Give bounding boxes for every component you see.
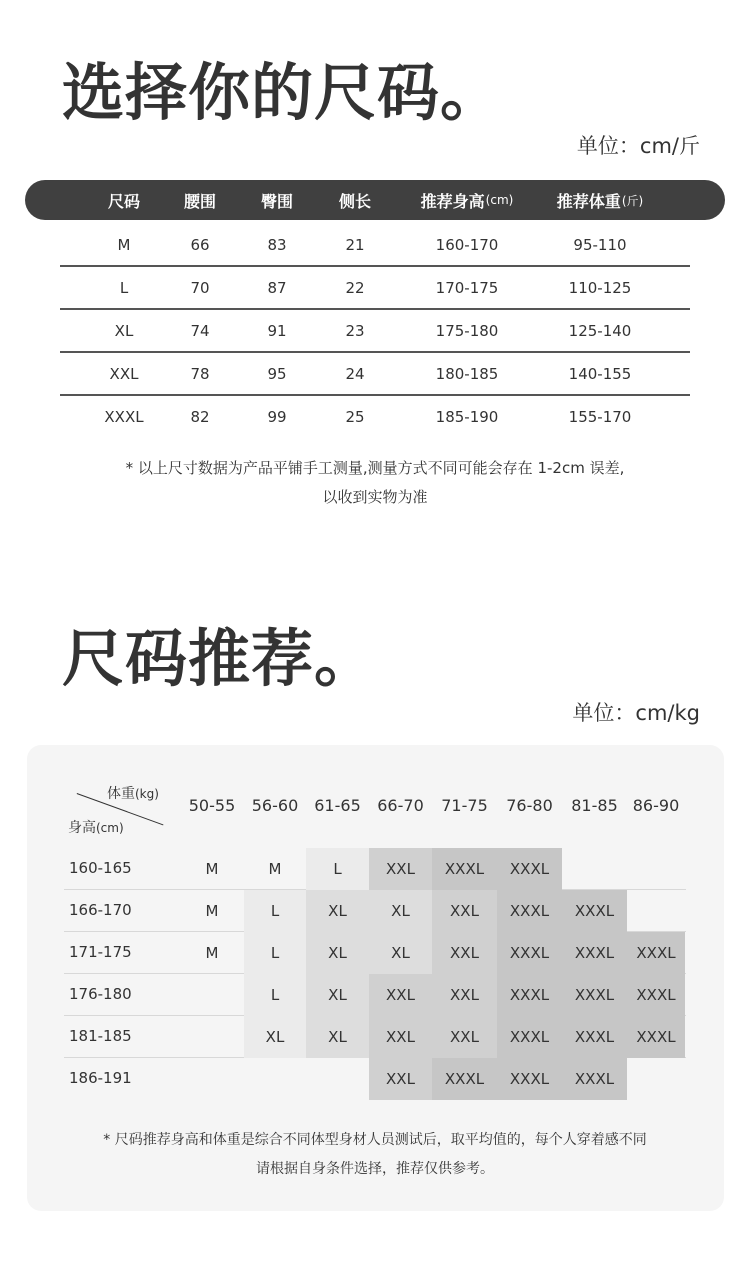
- height-label: 171-175: [69, 943, 132, 961]
- size-recommend-cell: [627, 848, 685, 890]
- size-recommend-cell: XXXL: [562, 890, 627, 932]
- size-recommend-cell: XXXL: [562, 1016, 627, 1058]
- size-recommend-cell: XXXL: [432, 1058, 497, 1100]
- recommend-row: [64, 932, 686, 974]
- size-cell: L: [119, 278, 129, 297]
- size-recommend-cell: XXXL: [627, 974, 685, 1016]
- size-table-row: [60, 267, 690, 310]
- size-recommend-cell: XXL: [369, 1016, 432, 1058]
- weight-column-2: 61-65: [314, 796, 361, 815]
- size-recommend-cell: L: [306, 848, 369, 890]
- size-recommend-cell: XXL: [432, 974, 497, 1016]
- size-note-line-1: * 以上尺寸数据为产品平铺手工测量,测量方式不同可能会存在 1-2cm 误差,: [125, 459, 625, 477]
- size-recommend-cell: XL: [306, 890, 369, 932]
- size-recommend-cell: XXXL: [497, 932, 562, 974]
- height-label: 181-185: [69, 1027, 132, 1045]
- size-cell: 87: [267, 278, 287, 297]
- size-cell: 82: [190, 407, 210, 426]
- weight-column-1: 56-60: [251, 796, 299, 815]
- size-recommend-cell: XXXL: [497, 974, 562, 1016]
- size-cell: XXXL: [104, 407, 144, 426]
- size-recommend-cell: [180, 974, 244, 1016]
- height-label: 176-180: [69, 985, 132, 1003]
- size-recommend-cell: XL: [306, 932, 369, 974]
- size-recommend-cell: XXXL: [497, 1016, 562, 1058]
- recommend-row: [64, 1058, 686, 1099]
- size-recommend-cell: XXL: [369, 1058, 432, 1100]
- recommend-row: [64, 974, 686, 1016]
- size-cell: 23: [345, 321, 365, 340]
- size-recommend-cell: XXL: [369, 848, 432, 890]
- size-recommend-cell: XL: [306, 974, 369, 1016]
- size-cell: 21: [345, 235, 365, 254]
- size-table-row: [60, 224, 690, 267]
- size-recommend-cell: [562, 848, 627, 890]
- weight-column-3: 66-70: [377, 796, 424, 815]
- size-table-row: [60, 310, 690, 353]
- recommend-section-title: 尺码推荐。: [62, 622, 378, 695]
- size-recommend-cell: XXL: [369, 974, 432, 1016]
- corner-height-label: 身高(cm): [68, 820, 124, 836]
- size-cell: 70: [190, 278, 210, 297]
- size-recommend-cell: XL: [369, 890, 432, 932]
- size-recommend-cell: XXXL: [627, 1016, 685, 1058]
- size-recommend-cell: XL: [244, 1016, 306, 1058]
- size-recommend-cell: XL: [369, 932, 432, 974]
- size-recommend-cell: L: [244, 974, 306, 1016]
- weight-column-0: 50-55: [188, 796, 236, 815]
- size-recommend-cell: XXL: [432, 932, 497, 974]
- weight-column-5: 76-80: [506, 796, 553, 815]
- size-recommend-cell: M: [205, 902, 219, 920]
- size-recommend-cell: XXXL: [432, 848, 497, 890]
- size-cell: 95-110: [573, 235, 627, 254]
- height-label: 160-165: [69, 859, 132, 877]
- size-cell: 110-125: [568, 278, 632, 297]
- recommend-row: [64, 848, 686, 890]
- size-recommend-cell: M: [205, 944, 219, 962]
- size-recommend-cell: [627, 1058, 685, 1100]
- size-cell: 160-170: [435, 235, 499, 254]
- size-header-2: 臀围: [260, 191, 294, 211]
- size-cell: 91: [267, 321, 287, 340]
- size-cell: M: [117, 235, 131, 254]
- size-recommend-cell: XXXL: [497, 1058, 562, 1100]
- recommend-note-line-1: * 尺码推荐身高和体重是综合不同体型身材人员测试后，取平均值的，每个人穿着感不同: [103, 1132, 647, 1148]
- size-header-1: 腰围: [183, 191, 217, 211]
- size-recommend-cell: [306, 1058, 369, 1100]
- size-recommend-cell: XXL: [432, 890, 497, 932]
- size-cell: 25: [345, 407, 365, 426]
- size-header-3: 侧长: [338, 191, 372, 211]
- size-recommend-cell: XL: [306, 1016, 369, 1058]
- size-cell: 140-155: [568, 364, 632, 383]
- size-recommend-cell: [244, 1058, 306, 1100]
- size-cell: 95: [267, 364, 287, 383]
- corner-weight-label: 体重(kg): [107, 786, 159, 802]
- recommend-row: [64, 890, 686, 932]
- weight-column-4: 71-75: [441, 796, 488, 815]
- recommend-unit-label: 单位：cm/kg: [572, 701, 700, 725]
- size-cell: XXL: [109, 364, 139, 383]
- size-section-title: 选择你的尺码。: [62, 56, 504, 129]
- size-cell: 99: [267, 407, 287, 426]
- size-recommend-cell: XXXL: [497, 848, 562, 890]
- size-recommend-cell: XXXL: [562, 974, 627, 1016]
- size-recommend-cell: [627, 890, 685, 932]
- recommend-note-line-2: 请根据自身条件选择，推荐仅供参考。: [256, 1161, 494, 1177]
- size-recommend-cell: L: [244, 890, 306, 932]
- size-table-row: [60, 396, 690, 437]
- size-cell: 155-170: [568, 407, 632, 426]
- size-note-line-2: 以收到实物为准: [322, 488, 428, 506]
- size-recommend-cell: [180, 1058, 244, 1100]
- size-cell: 24: [345, 364, 365, 383]
- height-label: 166-170: [69, 901, 132, 919]
- size-recommend-cell: L: [244, 932, 306, 974]
- weight-column-6: 81-85: [571, 796, 618, 815]
- size-table-header: [25, 180, 725, 220]
- size-header-0: 尺码: [107, 191, 141, 211]
- recommend-row: [64, 1016, 686, 1058]
- size-recommend-cell: XXXL: [562, 932, 627, 974]
- size-cell: 185-190: [435, 407, 499, 426]
- size-recommend-cell: [180, 1016, 244, 1058]
- height-label: 186-191: [69, 1069, 132, 1087]
- size-table-row: [60, 353, 690, 396]
- size-cell: 22: [345, 278, 365, 297]
- size-cell: 78: [190, 364, 210, 383]
- weight-column-7: 86-90: [632, 796, 680, 815]
- size-table-body: [0, 224, 750, 437]
- size-cell: 180-185: [435, 364, 499, 383]
- size-cell: 66: [190, 235, 210, 254]
- size-recommend-cell: XXXL: [497, 890, 562, 932]
- size-recommend-cell: M: [268, 860, 282, 878]
- size-cell: 175-180: [435, 321, 499, 340]
- size-cell: 125-140: [568, 321, 632, 340]
- size-recommend-cell: XXL: [432, 1016, 497, 1058]
- size-cell: 74: [190, 321, 210, 340]
- size-cell: 170-175: [435, 278, 499, 297]
- size-header-4: 推荐身高 (cm): [420, 191, 514, 211]
- size-recommend-cell: XXXL: [562, 1058, 627, 1100]
- size-unit-label: 单位：cm/斤: [576, 134, 700, 158]
- size-header-5: 推荐体重 (斤): [556, 191, 644, 211]
- size-cell: XL: [114, 321, 134, 340]
- size-recommend-cell: XXXL: [627, 932, 685, 974]
- size-cell: 83: [267, 235, 287, 254]
- size-recommend-cell: M: [205, 860, 219, 878]
